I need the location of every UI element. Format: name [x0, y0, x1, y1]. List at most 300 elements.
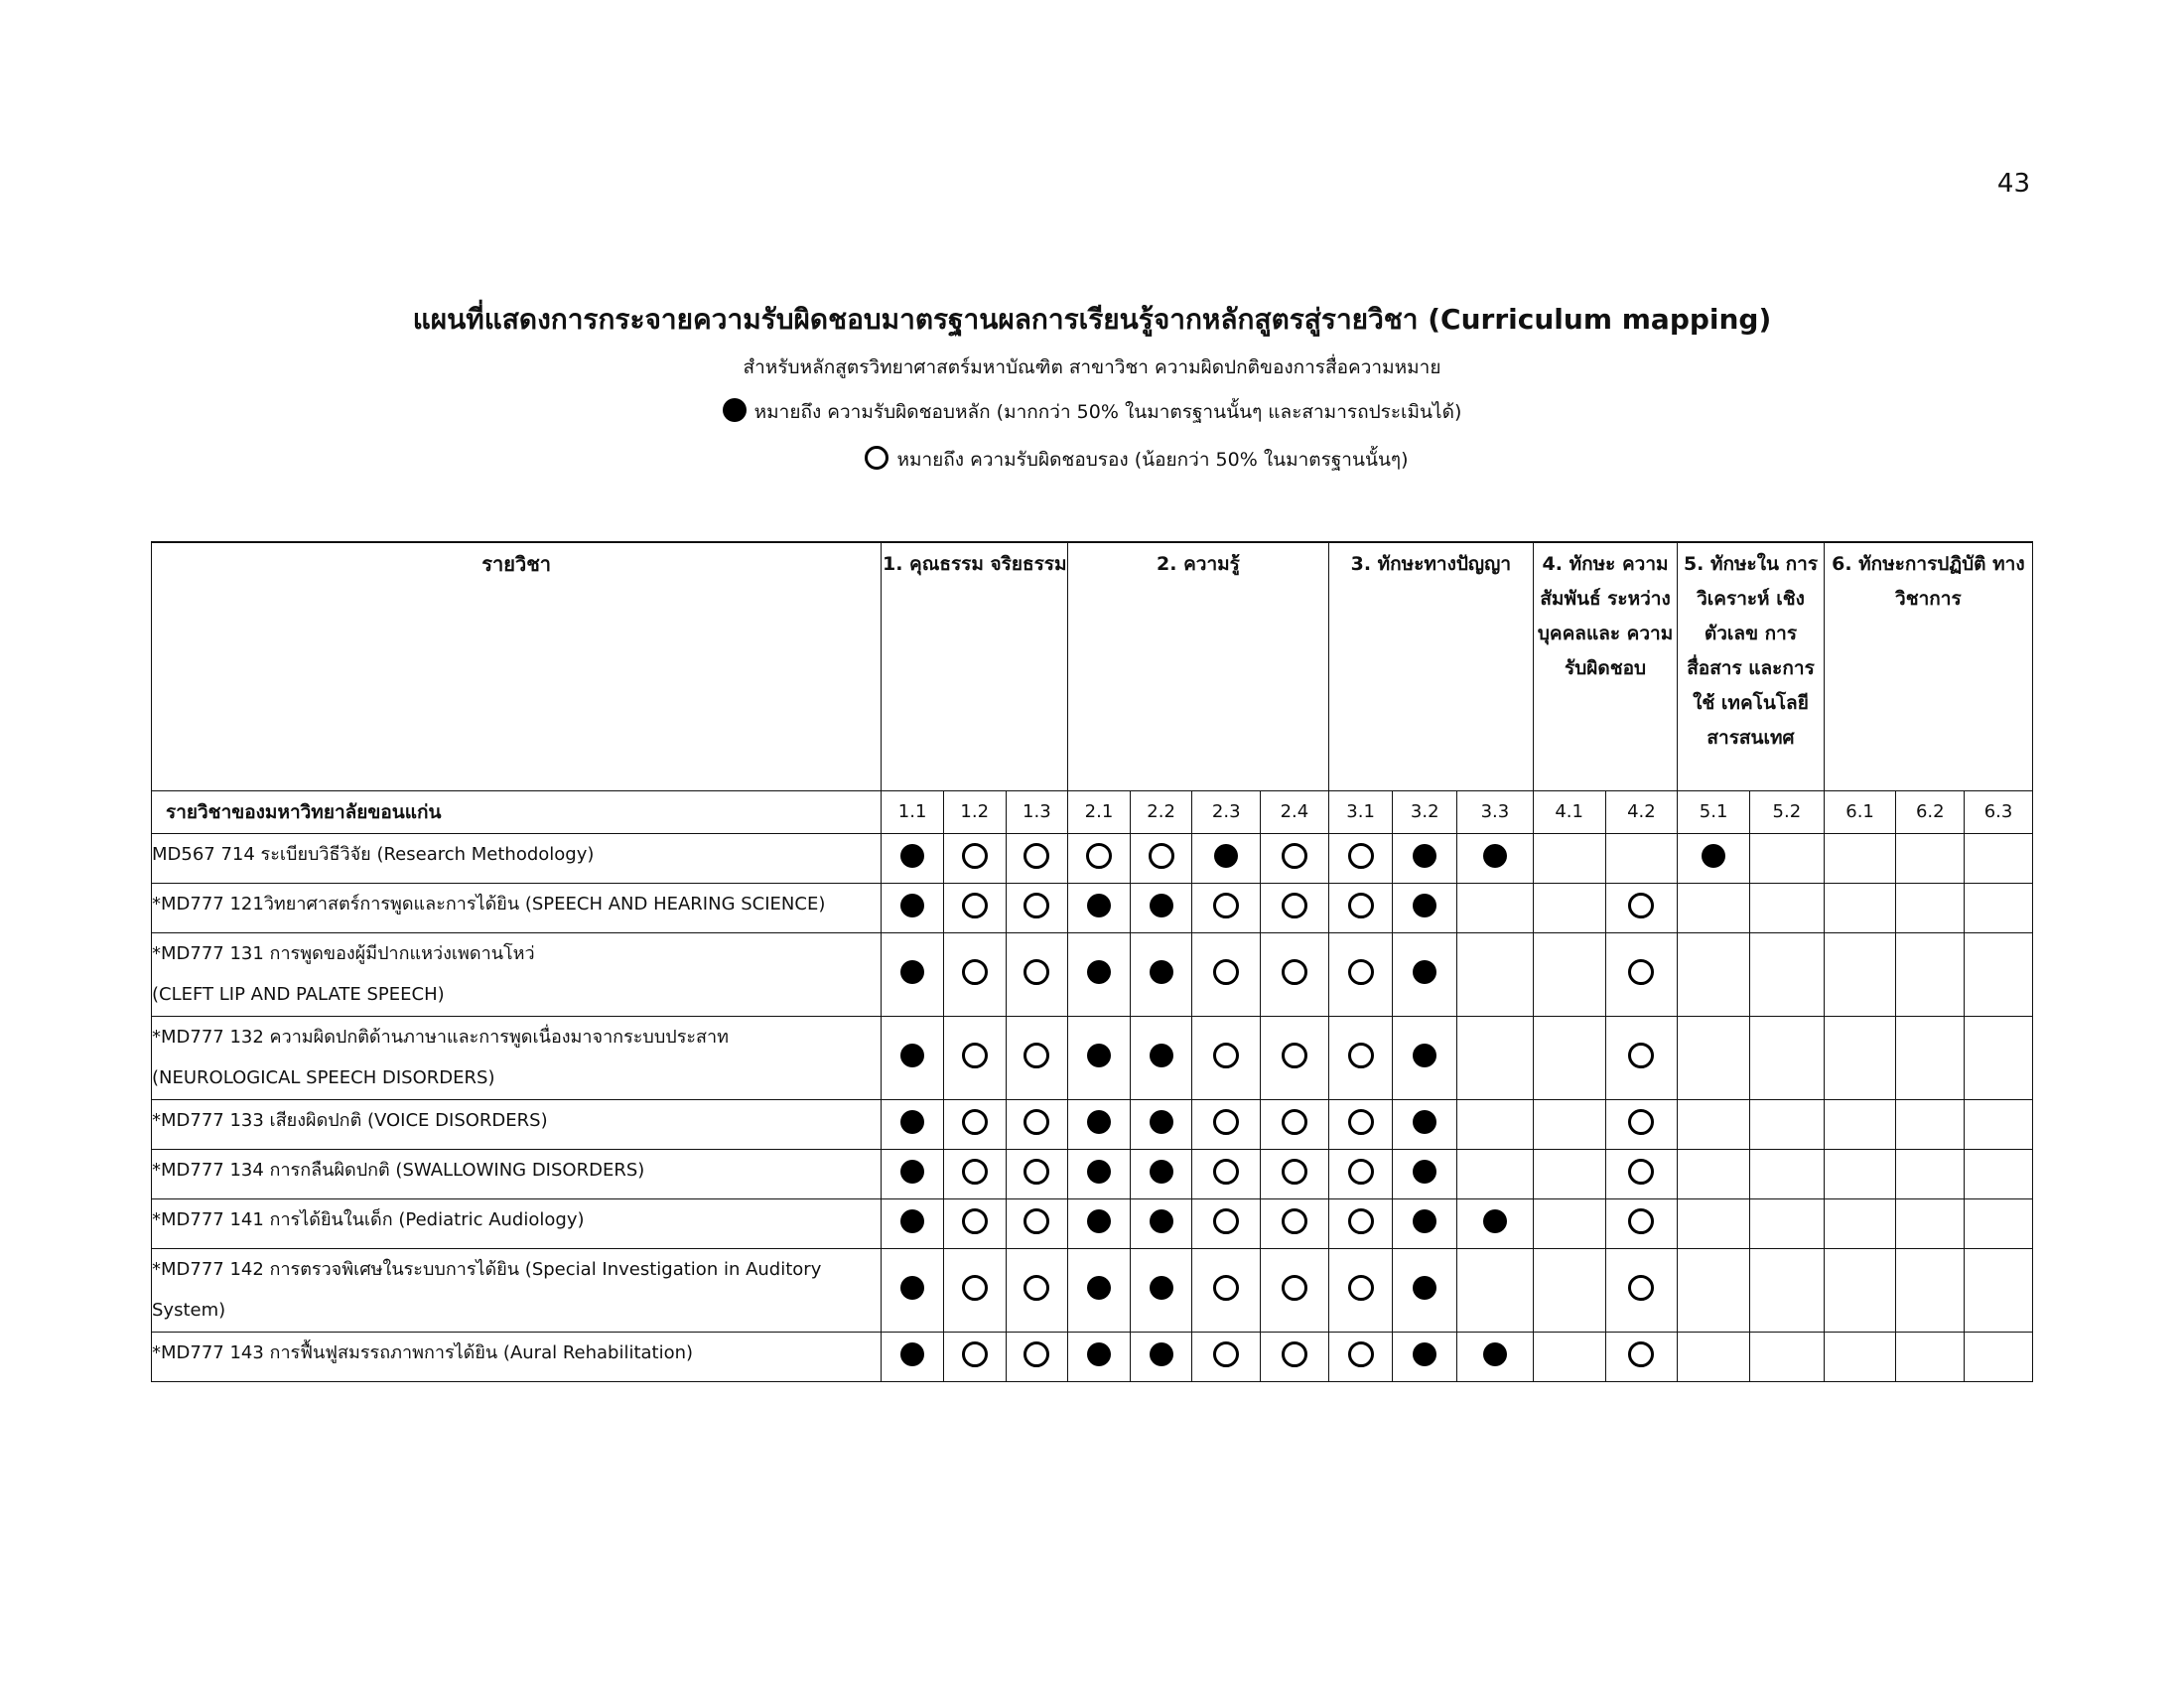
mark-cell: [1068, 833, 1131, 883]
filled-circle-icon: [1483, 844, 1507, 868]
mark-cell: [882, 1099, 944, 1149]
mark-cell: [943, 1248, 1006, 1332]
mark-cell: [1457, 1248, 1534, 1332]
subcolumn-label: 2.1: [1068, 790, 1131, 833]
mark-cell: [1192, 1099, 1261, 1149]
hollow-circle-icon: [1282, 1275, 1307, 1301]
mark-cell: [1006, 1099, 1068, 1149]
mark-cell: [1824, 1198, 1896, 1248]
subcolumn-header-row: [152, 790, 2033, 833]
mark-cell: [1533, 833, 1605, 883]
mark-cell: [1749, 1198, 1824, 1248]
mark-cell: [1896, 932, 1965, 1016]
hollow-circle-icon: [1024, 893, 1049, 918]
mark-cell: [1896, 833, 1965, 883]
filled-circle-icon: [900, 894, 924, 917]
mark-cell: [1824, 833, 1896, 883]
mark-cell: [1824, 1016, 1896, 1099]
mark-cell: [1393, 1248, 1457, 1332]
table-row: [152, 1016, 2033, 1099]
mark-cell: [1068, 1149, 1131, 1198]
course-name-line: *MD777 143 การฟื้นฟูสมรรถภาพการได้ยิน (Aural Rehabilitation): [152, 1341, 694, 1363]
mark-cell: [1068, 883, 1131, 932]
course-name: [152, 1332, 882, 1381]
course-name-line: MD567 714 ระเบียบวิธีวิจัย (Research Methodology): [152, 843, 595, 865]
hollow-circle-icon: [962, 1043, 988, 1068]
filled-circle-icon: [1150, 1160, 1173, 1184]
filled-circle-icon: [1150, 1342, 1173, 1366]
mark-cell: [1605, 833, 1678, 883]
group-header-1: 1. คุณธรรม จริยธรรม: [882, 542, 1068, 790]
curriculum-mapping-table: [151, 541, 2033, 1382]
mark-cell: [1533, 932, 1605, 1016]
filled-circle-icon: [900, 844, 924, 868]
subcolumn-label: 1.2: [943, 790, 1006, 833]
legend-primary-text: หมายถึง ความรับผิดชอบหลัก (มากกว่า 50% ในมาตรฐานนั้นๆ และสามารถประเมินได้): [753, 401, 1462, 423]
page-title: แผนที่แสดงการกระจายความรับผิดชอบมาตรฐานผลการเรียนรู้จากหลักสูตรสู่รายวิชา (Curriculum mapping): [412, 303, 1772, 336]
group-header-4: 4. ทักษะ ความสัมพันธ์ ระหว่าง บุคคลและ ความ รับผิดชอบ: [1533, 542, 1677, 790]
mark-cell: [1261, 1099, 1329, 1149]
mark-cell: [1192, 1016, 1261, 1099]
filled-circle-icon: [1483, 1209, 1507, 1233]
mark-cell: [1393, 1149, 1457, 1198]
mark-cell: [1192, 932, 1261, 1016]
subcolumn-label: 3.2: [1393, 790, 1457, 833]
mark-cell: [1678, 1149, 1750, 1198]
filled-circle-icon: [1413, 1110, 1436, 1134]
subcolumn-label: 1.1: [882, 790, 944, 833]
mark-cell: [1678, 932, 1750, 1016]
filled-circle-icon: [1214, 844, 1238, 868]
mark-cell: [943, 883, 1006, 932]
hollow-circle-icon: [1213, 959, 1239, 985]
mark-cell: [1006, 1332, 1068, 1381]
hollow-circle-icon: [1213, 1341, 1239, 1367]
course-name-line: *MD777 121วิทยาศาสตร์การพูดและการได้ยิน (SPEECH AND HEARING SCIENCE): [152, 893, 826, 914]
mark-cell: [1261, 1198, 1329, 1248]
mark-cell: [1393, 932, 1457, 1016]
mark-cell: [1192, 1248, 1261, 1332]
mark-cell: [1393, 1198, 1457, 1248]
filled-circle-icon: [1150, 894, 1173, 917]
subcolumn-label: 3.1: [1328, 790, 1393, 833]
university-courses-label: รายวิชาของมหาวิทยาลัยขอนแก่น: [152, 790, 882, 833]
hollow-circle-icon: [1024, 1275, 1049, 1301]
hollow-circle-icon: [1628, 1159, 1654, 1185]
filled-circle-icon: [1150, 1276, 1173, 1300]
course-name-line: (CLEFT LIP AND PALATE SPEECH): [152, 983, 445, 1005]
hollow-circle-icon: [962, 1275, 988, 1301]
mark-cell: [882, 1198, 944, 1248]
mark-cell: [882, 1332, 944, 1381]
hollow-circle-icon: [1024, 1208, 1049, 1234]
mark-cell: [1192, 1149, 1261, 1198]
mark-cell: [882, 1149, 944, 1198]
hollow-circle-icon: [1348, 1341, 1374, 1367]
mark-cell: [1261, 883, 1329, 932]
mark-cell: [1533, 1099, 1605, 1149]
hollow-circle-icon: [1348, 1043, 1374, 1068]
mark-cell: [1068, 1016, 1131, 1099]
mark-cell: [1192, 1332, 1261, 1381]
mark-cell: [1824, 1149, 1896, 1198]
mark-cell: [1749, 932, 1824, 1016]
course-name: [152, 1248, 882, 1332]
mark-cell: [1457, 1149, 1534, 1198]
mark-cell: [1457, 883, 1534, 932]
subcolumn-label: 3.3: [1457, 790, 1534, 833]
mark-cell: [1130, 1248, 1192, 1332]
mark-cell: [943, 1016, 1006, 1099]
mark-cell: [1824, 1332, 1896, 1381]
mark-cell: [1678, 1248, 1750, 1332]
page-subtitle: สำหรับหลักสูตรวิทยาศาสตร์มหาบัณฑิต สาขาวิชา ความผิดปกติของการสื่อความหมาย: [743, 356, 1441, 378]
mark-cell: [1130, 1332, 1192, 1381]
mark-cell: [1006, 1016, 1068, 1099]
mark-cell: [1965, 1149, 2033, 1198]
mark-cell: [1678, 1198, 1750, 1248]
mark-cell: [1896, 1198, 1965, 1248]
course-name: [152, 883, 882, 932]
hollow-circle-icon: [865, 446, 888, 470]
hollow-circle-icon: [1348, 1109, 1374, 1135]
filled-circle-icon: [1150, 1209, 1173, 1233]
filled-circle-icon: [900, 1209, 924, 1233]
hollow-circle-icon: [1282, 1043, 1307, 1068]
mark-cell: [1678, 1332, 1750, 1381]
subcolumn-label: 5.2: [1749, 790, 1824, 833]
mark-cell: [1261, 932, 1329, 1016]
mark-cell: [1678, 833, 1750, 883]
filled-circle-icon: [1150, 1110, 1173, 1134]
hollow-circle-icon: [1348, 959, 1374, 985]
filled-circle-icon: [1087, 894, 1111, 917]
mark-cell: [1261, 1149, 1329, 1198]
filled-circle-icon: [1413, 844, 1436, 868]
hollow-circle-icon: [1024, 1159, 1049, 1185]
mark-cell: [882, 833, 944, 883]
mark-cell: [1749, 1332, 1824, 1381]
filled-circle-icon: [1150, 960, 1173, 984]
mark-cell: [1457, 932, 1534, 1016]
mark-cell: [943, 833, 1006, 883]
mark-cell: [1393, 1016, 1457, 1099]
mark-cell: [943, 1332, 1006, 1381]
mark-cell: [943, 1198, 1006, 1248]
mark-cell: [1261, 1248, 1329, 1332]
mark-cell: [1965, 1099, 2033, 1149]
mark-cell: [1393, 1099, 1457, 1149]
subcolumn-label: 2.2: [1130, 790, 1192, 833]
filled-circle-icon: [1087, 960, 1111, 984]
hollow-circle-icon: [1348, 843, 1374, 869]
filled-circle-icon: [1087, 1342, 1111, 1366]
hollow-circle-icon: [1628, 1109, 1654, 1135]
mark-cell: [1605, 1099, 1678, 1149]
hollow-circle-icon: [1628, 893, 1654, 918]
course-name: [152, 1198, 882, 1248]
hollow-circle-icon: [1086, 843, 1112, 869]
mark-cell: [1533, 1149, 1605, 1198]
filled-circle-icon: [1413, 1276, 1436, 1300]
mark-cell: [1896, 883, 1965, 932]
mark-cell: [1130, 932, 1192, 1016]
mark-cell: [1533, 1248, 1605, 1332]
group-header-3: 3. ทักษะทางปัญญา: [1328, 542, 1533, 790]
mark-cell: [1130, 1149, 1192, 1198]
hollow-circle-icon: [962, 893, 988, 918]
mark-cell: [1393, 1332, 1457, 1381]
filled-circle-icon: [900, 960, 924, 984]
hollow-circle-icon: [1348, 893, 1374, 918]
mark-cell: [1749, 833, 1824, 883]
filled-circle-icon: [1483, 1342, 1507, 1366]
course-name: [152, 1149, 882, 1198]
mark-cell: [1896, 1016, 1965, 1099]
filled-circle-icon: [1413, 1044, 1436, 1067]
hollow-circle-icon: [1282, 1159, 1307, 1185]
mark-cell: [1533, 1332, 1605, 1381]
hollow-circle-icon: [962, 843, 988, 869]
hollow-circle-icon: [1213, 1043, 1239, 1068]
table-row: [152, 932, 2033, 1016]
hollow-circle-icon: [1348, 1208, 1374, 1234]
course-name-line: *MD777 134 การกลืนผิดปกติ (SWALLOWING DISORDERS): [152, 1159, 645, 1181]
mark-cell: [1393, 883, 1457, 932]
mark-cell: [1824, 1248, 1896, 1332]
hollow-circle-icon: [1213, 893, 1239, 918]
mark-cell: [1328, 883, 1393, 932]
mark-cell: [1328, 833, 1393, 883]
hollow-circle-icon: [962, 1159, 988, 1185]
hollow-circle-icon: [1282, 843, 1307, 869]
course-name: [152, 1099, 882, 1149]
subcolumn-label: 1.3: [1006, 790, 1068, 833]
filled-circle-icon: [1150, 1044, 1173, 1067]
mark-cell: [1605, 1016, 1678, 1099]
mark-cell: [1965, 1016, 2033, 1099]
mark-cell: [882, 1016, 944, 1099]
filled-circle-icon: [1087, 1276, 1111, 1300]
group-header-6: 6. ทักษะการปฏิบัติ ทางวิชาการ: [1824, 542, 2032, 790]
mark-cell: [1261, 1332, 1329, 1381]
filled-circle-icon: [1413, 1160, 1436, 1184]
mark-cell: [1605, 1149, 1678, 1198]
mark-cell: [1192, 1198, 1261, 1248]
hollow-circle-icon: [1024, 843, 1049, 869]
filled-circle-icon: [900, 1110, 924, 1134]
mark-cell: [1192, 833, 1261, 883]
mark-cell: [1749, 1099, 1824, 1149]
mark-cell: [1192, 883, 1261, 932]
mark-cell: [1965, 883, 2033, 932]
course-column-header: รายวิชา: [152, 542, 882, 790]
mark-cell: [1328, 1248, 1393, 1332]
course-name-line: *MD777 141 การได้ยินในเด็ก (Pediatric Audiology): [152, 1208, 585, 1230]
mark-cell: [1130, 833, 1192, 883]
filled-circle-icon: [1087, 1160, 1111, 1184]
hollow-circle-icon: [1024, 1109, 1049, 1135]
mark-cell: [1533, 883, 1605, 932]
mark-cell: [1068, 1099, 1131, 1149]
subcolumn-label: 6.2: [1896, 790, 1965, 833]
hollow-circle-icon: [1024, 1341, 1049, 1367]
mark-cell: [1130, 1099, 1192, 1149]
course-name: [152, 833, 882, 883]
table-row: [152, 1248, 2033, 1332]
course-name-line: (NEUROLOGICAL SPEECH DISORDERS): [152, 1066, 495, 1088]
hollow-circle-icon: [1282, 1341, 1307, 1367]
filled-circle-icon: [1087, 1110, 1111, 1134]
mark-cell: [1006, 833, 1068, 883]
table-row: [152, 883, 2033, 932]
mark-cell: [1824, 1099, 1896, 1149]
course-name: [152, 1016, 882, 1099]
course-name: [152, 932, 882, 1016]
hollow-circle-icon: [1213, 1208, 1239, 1234]
mark-cell: [1457, 1099, 1534, 1149]
mark-cell: [1965, 932, 2033, 1016]
mark-cell: [1896, 1099, 1965, 1149]
hollow-circle-icon: [1024, 959, 1049, 985]
mark-cell: [1678, 1099, 1750, 1149]
mark-cell: [1068, 932, 1131, 1016]
hollow-circle-icon: [1282, 1208, 1307, 1234]
table-row: [152, 1149, 2033, 1198]
filled-circle-icon: [1413, 960, 1436, 984]
course-name-line: *MD777 142 การตรวจพิเศษในระบบการได้ยิน (Special Investigation in Auditory: [152, 1258, 822, 1280]
course-name-line: *MD777 133 เสียงผิดปกติ (VOICE DISORDERS): [152, 1109, 548, 1131]
mark-cell: [1457, 1332, 1534, 1381]
mark-cell: [1457, 833, 1534, 883]
hollow-circle-icon: [962, 959, 988, 985]
mark-cell: [1965, 1248, 2033, 1332]
mark-cell: [1261, 1016, 1329, 1099]
mark-cell: [1068, 1332, 1131, 1381]
mark-cell: [1130, 1198, 1192, 1248]
mark-cell: [1965, 1332, 2033, 1381]
hollow-circle-icon: [1628, 1341, 1654, 1367]
mark-cell: [1749, 1016, 1824, 1099]
mark-cell: [1457, 1016, 1534, 1099]
hollow-circle-icon: [1282, 1109, 1307, 1135]
hollow-circle-icon: [1628, 959, 1654, 985]
mark-cell: [1749, 883, 1824, 932]
filled-circle-icon: [1702, 844, 1725, 868]
hollow-circle-icon: [1628, 1208, 1654, 1234]
mark-cell: [1328, 1149, 1393, 1198]
mark-cell: [943, 1099, 1006, 1149]
filled-circle-icon: [1413, 894, 1436, 917]
filled-circle-icon: [1087, 1209, 1111, 1233]
subcolumn-label: 6.1: [1824, 790, 1896, 833]
mark-cell: [1824, 883, 1896, 932]
mark-cell: [882, 1248, 944, 1332]
mark-cell: [943, 932, 1006, 1016]
subcolumn-label: 2.4: [1261, 790, 1329, 833]
mark-cell: [1328, 1099, 1393, 1149]
filled-circle-icon: [723, 398, 747, 422]
mark-cell: [1605, 1248, 1678, 1332]
hollow-circle-icon: [1213, 1275, 1239, 1301]
mark-cell: [1328, 1332, 1393, 1381]
hollow-circle-icon: [962, 1208, 988, 1234]
mark-cell: [1896, 1332, 1965, 1381]
mark-cell: [1678, 883, 1750, 932]
mark-cell: [1130, 883, 1192, 932]
table-row: [152, 1332, 2033, 1381]
mark-cell: [1006, 1149, 1068, 1198]
mark-cell: [1328, 932, 1393, 1016]
mark-cell: [1749, 1248, 1824, 1332]
legend-primary: [0, 397, 2184, 427]
group-header-2: 2. ความรู้: [1068, 542, 1329, 790]
filled-circle-icon: [900, 1342, 924, 1366]
mark-cell: [1678, 1016, 1750, 1099]
mark-cell: [1533, 1198, 1605, 1248]
mark-cell: [1749, 1149, 1824, 1198]
mark-cell: [1457, 1198, 1534, 1248]
page-number: 43: [1996, 169, 2030, 199]
course-name-line: System): [152, 1299, 226, 1321]
subcolumn-label: 4.1: [1533, 790, 1605, 833]
mark-cell: [1393, 833, 1457, 883]
mark-cell: [1605, 1332, 1678, 1381]
subcolumn-label: 4.2: [1605, 790, 1678, 833]
mark-cell: [1605, 1198, 1678, 1248]
hollow-circle-icon: [1149, 843, 1174, 869]
mark-cell: [1328, 1016, 1393, 1099]
mark-cell: [882, 883, 944, 932]
legend-secondary-text: หมายถึง ความรับผิดชอบรอง (น้อยกว่า 50% ในมาตรฐานนั้นๆ): [896, 449, 1409, 471]
mark-cell: [1533, 1016, 1605, 1099]
filled-circle-icon: [1087, 1044, 1111, 1067]
mark-cell: [943, 1149, 1006, 1198]
mark-cell: [1965, 833, 2033, 883]
mark-cell: [1006, 1248, 1068, 1332]
hollow-circle-icon: [1282, 893, 1307, 918]
subcolumn-label: 5.1: [1678, 790, 1750, 833]
filled-circle-icon: [900, 1160, 924, 1184]
mark-cell: [1006, 932, 1068, 1016]
table-row: [152, 833, 2033, 883]
legend-secondary: [0, 445, 2184, 475]
mark-cell: [1261, 833, 1329, 883]
mark-cell: [1605, 932, 1678, 1016]
filled-circle-icon: [900, 1276, 924, 1300]
subcolumn-label: 2.3: [1192, 790, 1261, 833]
mark-cell: [1896, 1149, 1965, 1198]
course-name-line: *MD777 132 ความผิดปกติด้านภาษาและการพูดเนื่องมาจากระบบประสาท: [152, 1026, 729, 1048]
table-row: [152, 1198, 2033, 1248]
mark-cell: [1965, 1198, 2033, 1248]
hollow-circle-icon: [1213, 1109, 1239, 1135]
filled-circle-icon: [1413, 1209, 1436, 1233]
mark-cell: [1006, 883, 1068, 932]
hollow-circle-icon: [1282, 959, 1307, 985]
mark-cell: [1328, 1198, 1393, 1248]
mark-cell: [1896, 1248, 1965, 1332]
hollow-circle-icon: [1024, 1043, 1049, 1068]
course-name-line: *MD777 131 การพูดของผู้มีปากแหว่งเพดานโหว่: [152, 942, 535, 964]
mark-cell: [1130, 1016, 1192, 1099]
hollow-circle-icon: [1213, 1159, 1239, 1185]
filled-circle-icon: [1413, 1342, 1436, 1366]
mark-cell: [1068, 1198, 1131, 1248]
mark-cell: [1006, 1198, 1068, 1248]
hollow-circle-icon: [1628, 1275, 1654, 1301]
mark-cell: [882, 932, 944, 1016]
